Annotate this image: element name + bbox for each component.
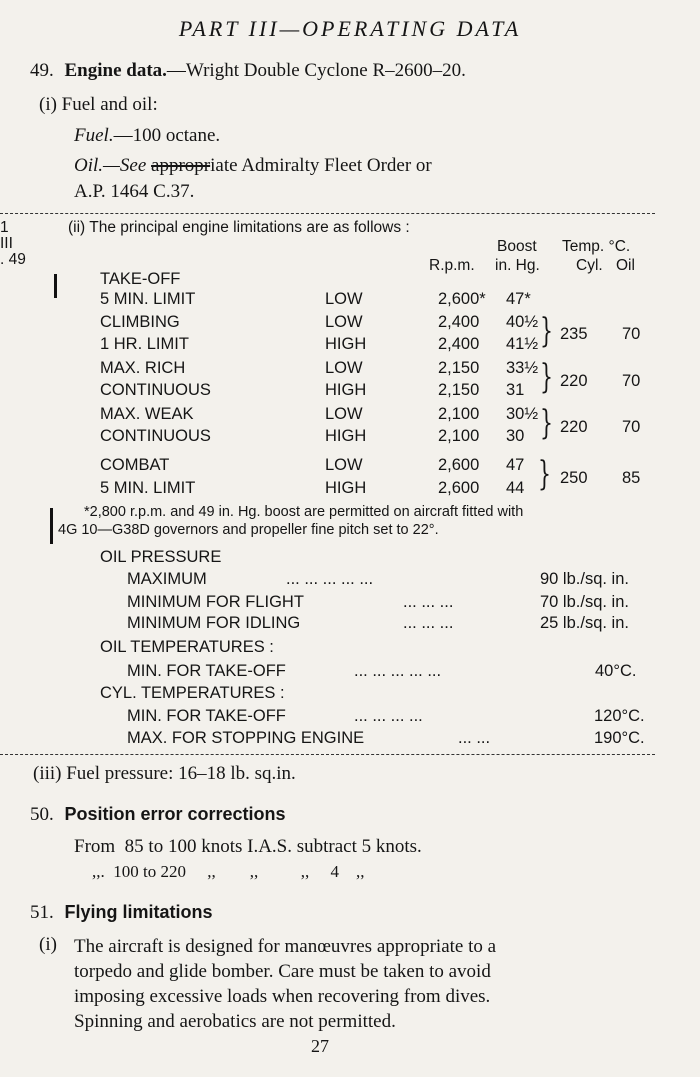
row-mode: LOW — [325, 313, 363, 331]
leader-dots: ... ... ... ... ... — [354, 662, 442, 680]
oil-line-2: A.P. 1464 C.37. — [74, 181, 195, 202]
row-boost: 30½ — [506, 405, 539, 423]
row-rpm: 2,600 — [438, 456, 480, 474]
row-label: COMBAT — [100, 456, 170, 474]
op-max-label: MAXIMUM — [127, 570, 207, 588]
section-number: 51. — [30, 902, 54, 923]
row-boost: 41½ — [506, 335, 539, 353]
oil-label: Oil. — [74, 155, 104, 176]
row-mode: LOW — [325, 359, 363, 377]
row-mode: LOW — [325, 405, 363, 423]
footnote-line-1: *2,800 r.p.m. and 49 in. Hg. boost are permitted on aircraft fitted with — [84, 504, 524, 520]
oil-temperatures-heading: OIL TEMPERATURES : — [100, 638, 274, 656]
ot-min-value: 40°C. — [595, 662, 637, 680]
row-mode: LOW — [325, 456, 363, 474]
fuel-text: —100 octane. — [113, 125, 221, 146]
row-label: MAX. RICH — [100, 359, 186, 377]
row-label: MAX. WEAK — [100, 405, 194, 423]
row-label: 5 MIN. LIMIT — [100, 290, 196, 308]
row-label: CONTINUOUS — [100, 381, 211, 399]
op-idle-value: 25 lb./sq. in. — [540, 614, 629, 632]
margin-reference — [0, 220, 26, 268]
oil-line — [74, 155, 432, 177]
ct-min-value: 120°C. — [594, 707, 645, 725]
margin-ref-2: III — [0, 235, 13, 252]
margin-ref-1: 1 — [0, 219, 9, 236]
oil-see: —See — [103, 155, 147, 176]
section-title-tail: —Wright Double Cyclone R–2600–20. — [166, 60, 466, 81]
row-boost: 44 — [506, 479, 525, 497]
page-number: 27 — [311, 1036, 329, 1056]
row-mode: HIGH — [325, 427, 367, 445]
ct-min-label: MIN. FOR TAKE-OFF — [127, 707, 286, 725]
row-rpm: 2,600 — [438, 479, 480, 497]
op-max-value: 90 lb./sq. in. — [540, 570, 629, 588]
brace-symbol: } — [540, 357, 553, 397]
row-label: 1 HR. LIMIT — [100, 335, 189, 353]
row-mode: HIGH — [325, 381, 367, 399]
revision-bar — [50, 508, 53, 544]
oil-text: iate Admiralty Fleet Order or — [210, 155, 432, 176]
op-flight-label: MINIMUM FOR FLIGHT — [127, 593, 304, 611]
row-boost: 40½ — [506, 313, 539, 331]
section-51-heading — [30, 902, 213, 924]
fuel-oil-label: (i) Fuel and oil: — [39, 94, 158, 115]
cyl-temp: 220 — [560, 372, 588, 390]
cyl-temp: 235 — [560, 325, 588, 343]
row-rpm: 2,600* — [438, 290, 486, 308]
section-49-heading — [30, 60, 466, 82]
col-header-cyl: Cyl. — [576, 257, 603, 274]
ot-min-label: MIN. FOR TAKE-OFF — [127, 662, 286, 680]
oil-temp: 70 — [622, 418, 641, 436]
cyl-temperatures-heading: CYL. TEMPERATURES : — [100, 684, 285, 702]
op-flight-value: 70 lb./sq. in. — [540, 593, 629, 611]
text-line: torpedo and glide bomber. Care must be taken to avoid — [74, 961, 491, 982]
page-header: PART III—OPERATING DATA — [178, 16, 522, 41]
brace-symbol: } — [540, 403, 553, 443]
flying-limitations-label: (i) — [39, 934, 57, 955]
row-mode: HIGH — [325, 335, 367, 353]
row-rpm: 2,150 — [438, 359, 480, 377]
col-header-inhg: in. Hg. — [495, 257, 540, 274]
row-rpm: 2,100 — [438, 427, 480, 445]
footnote-line-2: 4G 10—G38D governors and propeller fine pitch set to 22°. — [58, 522, 439, 538]
section-50-heading — [30, 804, 286, 826]
ct-max-value: 190°C. — [594, 729, 645, 747]
fuel-line — [74, 125, 220, 147]
ct-max-label: MAX. FOR STOPPING ENGINE — [127, 729, 365, 747]
leader-dots: ... ... ... ... — [354, 707, 423, 725]
row-rpm: 2,150 — [438, 381, 480, 399]
row-label: TAKE-OFF — [100, 270, 181, 288]
flying-limitations-text — [74, 934, 496, 1034]
amendment-divider-bottom — [0, 754, 655, 755]
row-mode: LOW — [325, 290, 363, 308]
leader-dots: ... ... ... — [403, 593, 454, 611]
section-number: 49. — [30, 60, 54, 81]
margin-ref-3: . 49 — [0, 251, 26, 268]
row-boost: 47 — [506, 456, 525, 474]
row-boost: 47* — [506, 290, 531, 308]
section-title: Engine data. — [64, 60, 167, 81]
row-boost: 33½ — [506, 359, 539, 377]
row-label: CONTINUOUS — [100, 427, 211, 445]
oil-temp: 70 — [622, 325, 641, 343]
limitations-intro: (ii) The principal engine limitations are as follows : — [68, 219, 410, 236]
oil-temp: 70 — [622, 372, 641, 390]
text-line: imposing excessive loads when recovering from dives. — [74, 986, 491, 1007]
oil-pressure-heading: OIL PRESSURE — [100, 548, 222, 566]
row-boost: 31 — [506, 381, 525, 399]
brace-symbol: } — [538, 454, 551, 494]
oil-temp: 85 — [622, 469, 641, 487]
row-label: 5 MIN. LIMIT — [100, 479, 196, 497]
text-line: Spinning and aerobatics are not permitted. — [74, 1011, 396, 1032]
revision-bar — [54, 274, 57, 298]
section-title: Position error corrections — [64, 804, 286, 824]
op-idle-label: MINIMUM FOR IDLING — [127, 614, 301, 632]
fuel-pressure-line: (iii) Fuel pressure: 16–18 lb. sq.in. — [33, 763, 296, 784]
col-header-rpm: R.p.m. — [429, 257, 475, 274]
row-rpm: 2,400 — [438, 335, 480, 353]
col-header-boost: Boost — [497, 238, 537, 255]
fuel-label: Fuel. — [74, 125, 114, 146]
row-boost: 30 — [506, 427, 525, 445]
leader-dots: ... ... — [458, 729, 491, 747]
row-rpm: 2,400 — [438, 313, 480, 331]
amendment-divider-top — [0, 213, 655, 214]
section-title: Flying limitations — [64, 902, 213, 922]
cyl-temp: 220 — [560, 418, 588, 436]
position-error-line-1: From 85 to 100 knots I.A.S. subtract 5 knots. — [74, 836, 422, 857]
position-error-line-2: ,,. 100 to 220 ,, ,, ,, 4 ,, — [92, 862, 365, 881]
row-label: CLIMBING — [100, 313, 180, 331]
row-rpm: 2,100 — [438, 405, 480, 423]
section-number: 50. — [30, 804, 54, 825]
leader-dots: ... ... ... — [403, 614, 454, 632]
cyl-temp: 250 — [560, 469, 588, 487]
row-mode: HIGH — [325, 479, 367, 497]
leader-dots: ... ... ... ... ... — [286, 570, 374, 588]
text-line: The aircraft is designed for manœuvres appropriate to a — [74, 936, 497, 957]
brace-symbol: } — [540, 311, 553, 351]
col-header-oil: Oil — [616, 257, 635, 274]
oil-struck-text: appropr — [151, 155, 211, 176]
col-header-temp: Temp. °C. — [562, 238, 631, 255]
